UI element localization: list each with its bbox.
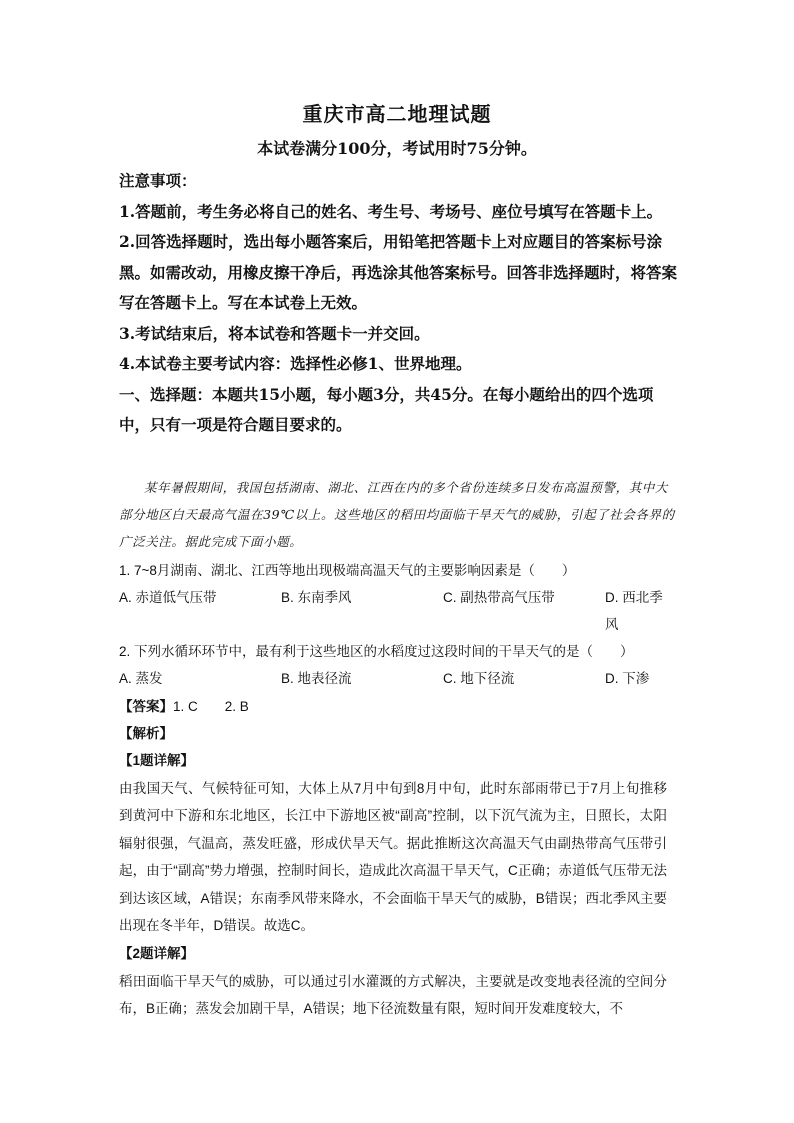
question-options [119, 665, 679, 692]
notes-heading: 注意事项： [119, 171, 197, 190]
answer-line [119, 693, 249, 720]
page-title: 重庆市高二地理试题 [302, 102, 492, 126]
detail-1-text: 由我国天气、气候特征可知，大体上从7月中旬到8月中旬，此时东部雨带已于7月上旬推移到黄河中下游和东北地区，长江中下游地区被“副高”控制，以下沉气流为主，日照长，太阳辐射很强，气温高，蒸发旺盛，形成伏旱天气。据此推断这次高温天气由副热带高气压带引起，由于“副高”势力增强，控制时间长，造成此次高温干旱天气，C正确；赤道低气压带无法到达该区域，A错误；东南季风带来降水，不会面临干旱天气的威胁，B错误；西北季风主要出现在冬半年，D错误。故选C。 [119, 780, 667, 933]
exam-subtitle: 本试卷满分100分，考试用时75分钟。 [257, 139, 537, 158]
option-a: A. 赤道低气压带 [119, 590, 217, 605]
question-1 [119, 557, 679, 638]
note-item: 2.回答选择题时，选出每小题答案后，用铅笔把答题卡上对应题目的答案标号涂黑。如需改动，用橡皮擦干净后，再选涂其他答案标号。回答非选择题时，将答案写在答题卡上。写在本试卷上无效。 [119, 232, 678, 312]
question-stem: 1. 7~8月湖南、湖北、江西等地出现极端高温天气的主要影响因素是（ ） [119, 563, 576, 578]
answer-value: 1. C 2. B [173, 699, 249, 714]
option-b: B. 东南季风 [281, 590, 352, 605]
detail-2-text: 稻田面临干旱天气的威胁，可以通过引水灌溉的方式解决，主要就是改变地表径流的空间分布，B正确；蒸发会加剧干旱，A错误；地下径流数量有限，短时间开发难度较大，不 [119, 973, 667, 1016]
passage-text: 某年暑假期间，我国包括湖南、湖北、江西在内的多个省份连续多日发布高温预警，其中大部分地区白天最高气温在39℃以上。这些地区的稻田均面临干旱天气的威胁，引起了社会各界的广泛关注。据此完成下面小题。 [119, 480, 675, 549]
detail-1 [119, 747, 667, 940]
option-c: C. 副热带高气压带 [443, 590, 555, 605]
answer-label: 【答案】 [119, 699, 173, 714]
notes-section [119, 166, 679, 441]
detail-2 [119, 940, 667, 1023]
note-item: 4.本试卷主要考试内容：选择性必修1、世界地理。 [119, 354, 472, 373]
option-d: D. 下渗 [605, 671, 650, 686]
detail-2-label: 【2题详解】 [119, 946, 195, 961]
question-2 [119, 638, 679, 692]
question-stem: 2. 下列水循环环节中，最有利于这些地区的水稻度过这段时间的干旱天气的是（ ） [119, 644, 634, 659]
reading-passage [119, 474, 679, 555]
note-item: 1.答题前，考生务必将自己的姓名、考生号、考场号、座位号填写在答题卡上。 [119, 201, 663, 221]
option-a: A. 蒸发 [119, 671, 163, 686]
analysis-label [119, 720, 173, 747]
question-options [119, 584, 679, 638]
option-b: B. 地表径流 [281, 671, 352, 686]
section-heading: 一、选择题：本题共15小题，每小题3分，共45分。在每小题给出的四个选项中，只有一项是符合题目要求的。 [119, 384, 654, 434]
analysis-heading: 【解析】 [119, 726, 173, 741]
option-d: D. 西北季风 [605, 590, 663, 632]
option-c: C. 地下径流 [443, 671, 515, 686]
detail-1-label: 【1题详解】 [119, 753, 195, 768]
note-item: 3.考试结束后，将本试卷和答题卡一并交回。 [119, 323, 430, 343]
